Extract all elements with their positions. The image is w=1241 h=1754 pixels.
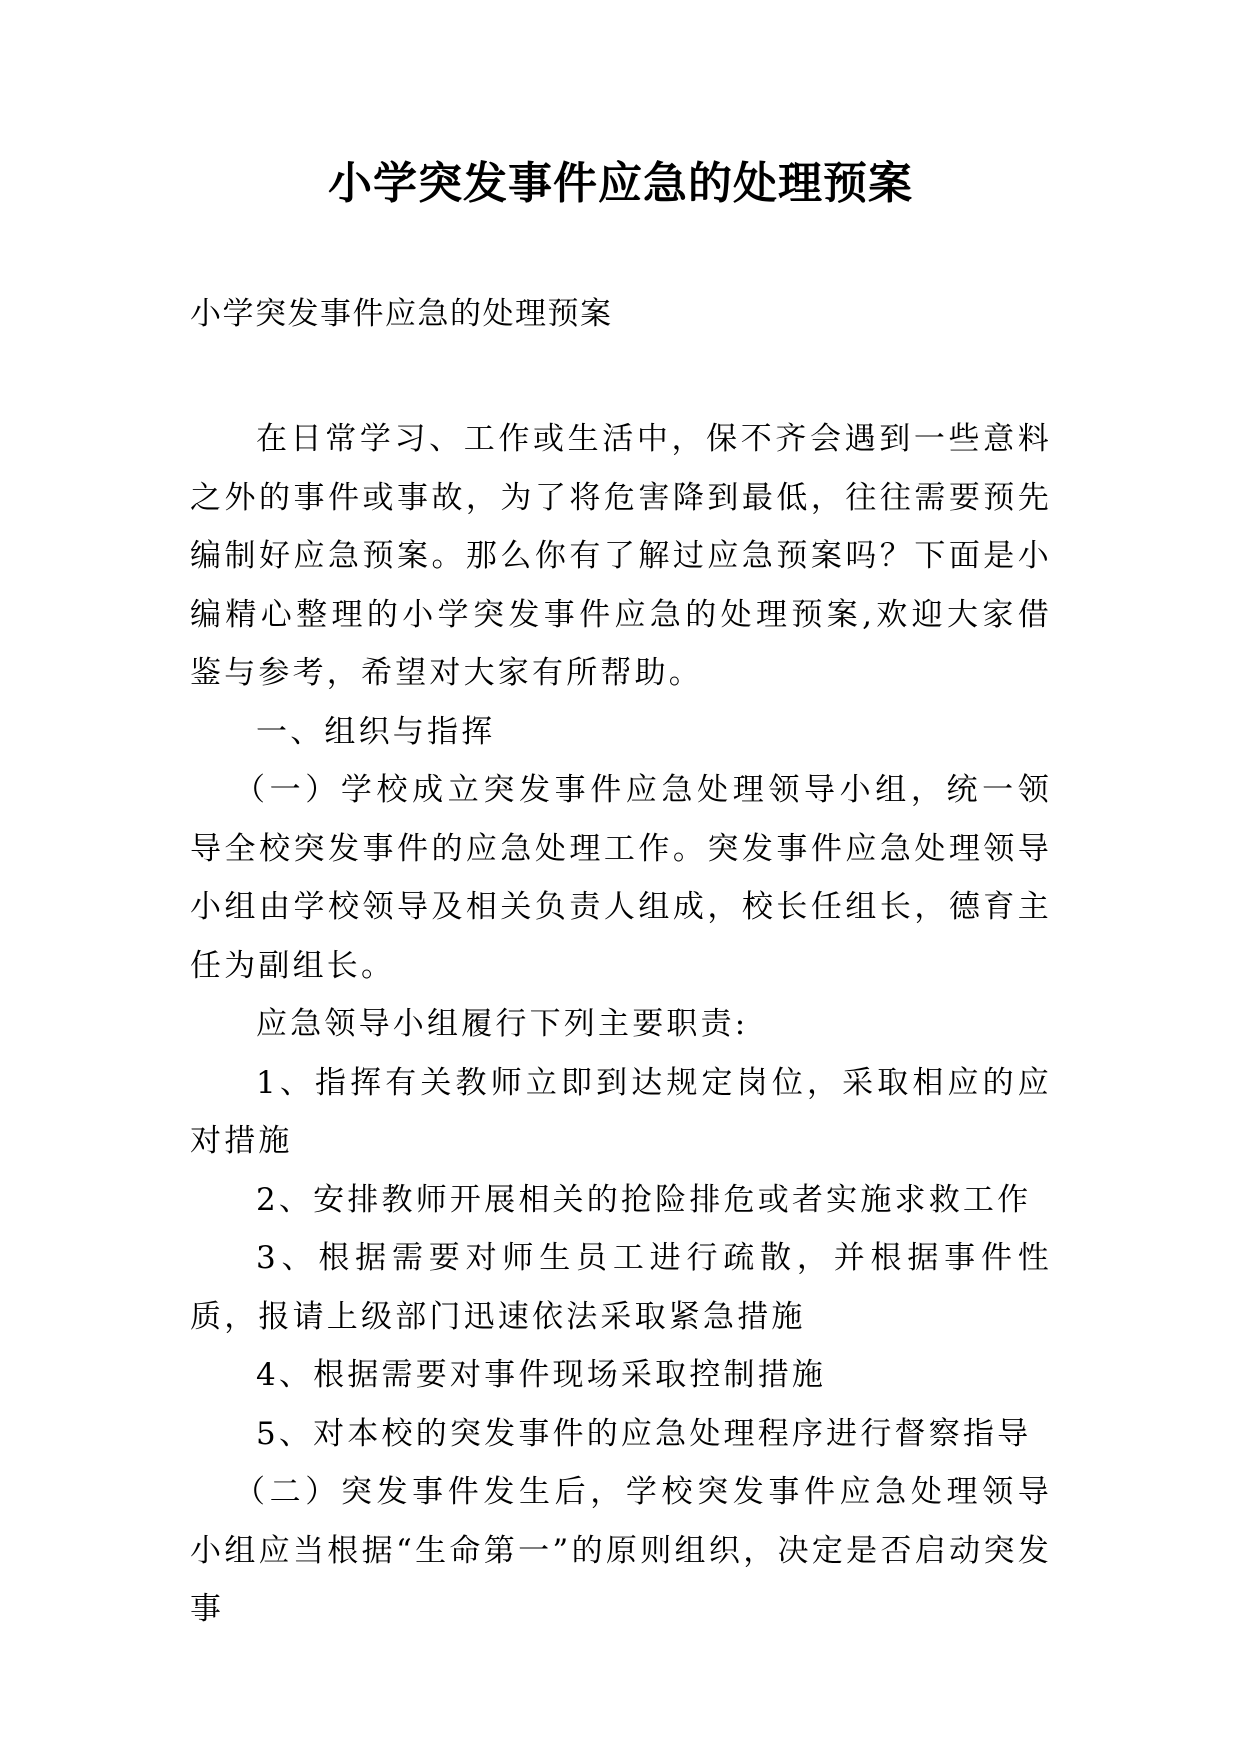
numbered-item: 3、根据需要对师生员工进行疏散，并根据事件性质，报请上级部门迅速依法采取紧急措施	[190, 1240, 1052, 1335]
intro-paragraph: 在日常学习、工作或生活中，保不齐会遇到一些意料之外的事件或事故，为了将危害降到最低，往往需要预先编制好应急预案。那么你有了解过应急预案吗？下面是小编精心整理的小学突发事件应急的处理预案,欢迎大家借鉴与参考，希望对大家有所帮助。	[190, 421, 1052, 691]
numbered-item: 4、根据需要对事件现场采取控制措施	[256, 1357, 827, 1393]
document-title: 小学突发事件应急的处理预案	[328, 158, 913, 209]
document-subtitle: 小学突发事件应急的处理预案	[190, 296, 613, 332]
numbered-item: 1、指挥有关教师立即到达规定岗位，采取相应的应对措施	[190, 1064, 1052, 1159]
document-body	[190, 410, 1052, 1639]
body-paragraph: 应急领导小组履行下列主要职责:	[256, 1006, 749, 1042]
section-heading: 一、组织与指挥	[256, 713, 496, 750]
numbered-item: 5、对本校的突发事件的应急处理程序进行督察指导	[256, 1415, 1032, 1452]
body-paragraph: （二）突发事件发生后，学校突发事件应急处理领导小组应当根据“生命第一”的原则组织，决定是否启动突发事	[190, 1474, 1052, 1627]
numbered-item: 2、安排教师开展相关的抢险排危或者实施求救工作	[256, 1181, 1032, 1218]
body-paragraph: （一）学校成立突发事件应急处理领导小组，统一领导全校突发事件的应急处理工作。突发事件应急处理领导小组由学校领导及相关负责人组成，校长任组长，德育主任为副组长。	[190, 772, 1052, 984]
